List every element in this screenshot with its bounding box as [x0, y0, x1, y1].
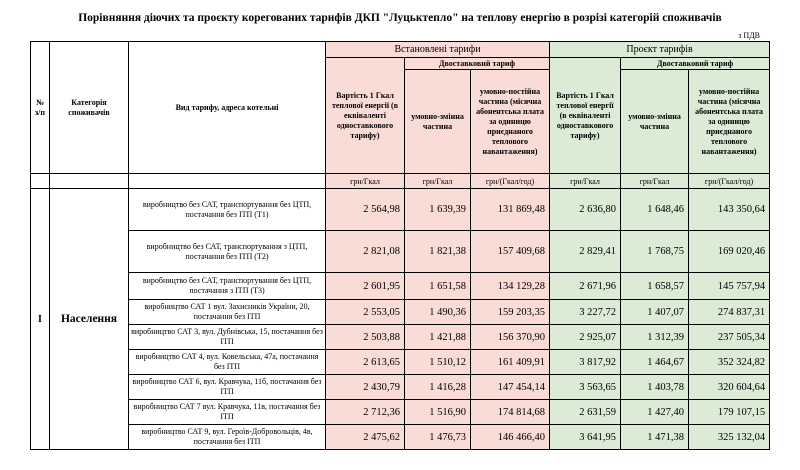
header-project-variable: умовно-змінна частина — [621, 70, 689, 174]
project-variable: 1 427,40 — [621, 400, 689, 425]
unit-established-single: грн/Гкал — [326, 174, 405, 189]
established-fixed: 134 129,28 — [471, 273, 550, 300]
units-empty-num — [31, 174, 50, 189]
row-label: виробництво без САТ, транспортування без ЦТП, постачання з ІТП (Т3) — [129, 273, 326, 300]
header-established-variable: умовно-змінна частина — [405, 70, 471, 174]
table-row — [31, 300, 770, 325]
project-variable: 1 312,39 — [621, 325, 689, 350]
table-row — [31, 189, 770, 231]
project-fixed: 320 604,64 — [689, 375, 770, 400]
established-single-cost: 2 613,65 — [326, 350, 405, 375]
established-variable: 1 651,58 — [405, 273, 471, 300]
unit-project-fixed: грн/(Гкал/год) — [689, 174, 770, 189]
project-variable: 1 648,46 — [621, 189, 689, 231]
header-established-fixed: умовно-постійна частина (місячна абонентська плата за одиницю приєднаного теплового навантаження) — [471, 70, 550, 174]
project-variable: 1 464,67 — [621, 350, 689, 375]
units-empty-type — [129, 174, 326, 189]
established-fixed: 146 466,40 — [471, 425, 550, 450]
established-single-cost: 2 821,08 — [326, 231, 405, 273]
established-variable: 1 476,73 — [405, 425, 471, 450]
established-fixed: 157 409,68 — [471, 231, 550, 273]
row-label: виробництво САТ 6, вул. Кравчука, 11б, постачання без ІТП — [129, 375, 326, 400]
project-fixed: 352 324,82 — [689, 350, 770, 375]
project-fixed: 179 107,15 — [689, 400, 770, 425]
established-fixed: 131 869,48 — [471, 189, 550, 231]
established-variable: 1 639,39 — [405, 189, 471, 231]
header-established-two-part: Двоставковий тариф — [405, 58, 550, 70]
established-variable: 1 416,28 — [405, 375, 471, 400]
header-project: Проєкт тарифів — [550, 42, 770, 58]
established-variable: 1 490,36 — [405, 300, 471, 325]
project-single-cost: 3 641,95 — [550, 425, 621, 450]
established-single-cost: 2 475,62 — [326, 425, 405, 450]
group-name: Населення — [50, 189, 129, 450]
established-single-cost: 2 503,88 — [326, 325, 405, 350]
unit-established-fixed: грн/(Гкал/год) — [471, 174, 550, 189]
established-fixed: 174 814,68 — [471, 400, 550, 425]
project-variable: 1 403,78 — [621, 375, 689, 400]
established-variable: 1 421,88 — [405, 325, 471, 350]
project-single-cost: 2 636,80 — [550, 189, 621, 231]
established-single-cost: 2 553,05 — [326, 300, 405, 325]
established-single-cost: 2 430,79 — [326, 375, 405, 400]
tariff-table — [30, 41, 770, 450]
row-label: виробництво САТ 3, вул. Дубнівська, 15, постачання без ІТП — [129, 325, 326, 350]
row-label: виробництво САТ 1 вул. Захисників України, 20, постачання без ІТП — [129, 300, 326, 325]
established-single-cost: 2 712,36 — [326, 400, 405, 425]
project-variable: 1 471,38 — [621, 425, 689, 450]
project-single-cost: 2 925,07 — [550, 325, 621, 350]
row-label: виробництво САТ 4, вул. Ковельська, 47а, постачання без ІТП — [129, 350, 326, 375]
table-row — [31, 231, 770, 273]
established-fixed: 161 409,91 — [471, 350, 550, 375]
project-single-cost: 2 829,41 — [550, 231, 621, 273]
established-fixed: 156 370,90 — [471, 325, 550, 350]
project-single-cost: 3 227,72 — [550, 300, 621, 325]
table-row — [31, 425, 770, 450]
row-label: виробництво без САТ, транспортування без ЦТП, постачання без ІТП (Т1) — [129, 189, 326, 231]
project-fixed: 274 837,31 — [689, 300, 770, 325]
established-fixed: 147 454,14 — [471, 375, 550, 400]
project-fixed: 145 757,94 — [689, 273, 770, 300]
header-established: Встановлені тарифи — [326, 42, 550, 58]
vat-note: з ПДВ — [738, 31, 760, 40]
unit-project-variable: грн/Гкал — [621, 174, 689, 189]
page-title: Порівняння діючих та проєкту корегованих тарифів ДКП "Луцьктепло" на теплову енергію в розрізі категорій споживачів — [78, 12, 722, 24]
header-num: № з/п — [31, 42, 50, 174]
project-single-cost: 2 671,96 — [550, 273, 621, 300]
group-number: І — [31, 189, 50, 450]
row-label: виробництво без САТ, транспортування з ЦТП, постачання без ІТП (Т2) — [129, 231, 326, 273]
established-variable: 1 510,12 — [405, 350, 471, 375]
project-fixed: 143 350,64 — [689, 189, 770, 231]
header-tariff-type: Вид тарифу, адреса котельні — [129, 42, 326, 174]
unit-project-single: грн/Гкал — [550, 174, 621, 189]
project-single-cost: 3 817,92 — [550, 350, 621, 375]
table-row — [31, 325, 770, 350]
header-project-fixed: умовно-постійна частина (місячна абонентська плата за одиницю приєднаного теплового навантаження) — [689, 70, 770, 174]
established-variable: 1 821,38 — [405, 231, 471, 273]
table-row — [31, 400, 770, 425]
project-single-cost: 2 631,59 — [550, 400, 621, 425]
project-variable: 1 407,07 — [621, 300, 689, 325]
project-single-cost: 3 563,65 — [550, 375, 621, 400]
header-project-single-cost: Вартість 1 Гкал теплової енергії (в еквіваленті одноставкового тарифу) — [550, 58, 621, 174]
table-row — [31, 273, 770, 300]
table-row — [31, 350, 770, 375]
project-variable: 1 658,57 — [621, 273, 689, 300]
established-single-cost: 2 601,95 — [326, 273, 405, 300]
project-fixed: 237 505,34 — [689, 325, 770, 350]
established-variable: 1 516,90 — [405, 400, 471, 425]
established-single-cost: 2 564,98 — [326, 189, 405, 231]
row-label: виробництво САТ 9, вул. Героїв-Добровольців, 4в, постачання без ІТП — [129, 425, 326, 450]
header-established-single-cost: Вартість 1 Гкал теплової енергії (в еквіваленті одноставкового тарифу) — [326, 58, 405, 174]
table-row — [31, 375, 770, 400]
units-empty-category — [50, 174, 129, 189]
row-label: виробництво САТ 7 вул. Кравчука, 11в, постачання без ІТП — [129, 400, 326, 425]
established-fixed: 159 203,35 — [471, 300, 550, 325]
project-variable: 1 768,75 — [621, 231, 689, 273]
project-fixed: 169 020,46 — [689, 231, 770, 273]
header-project-two-part: Двоставковий тариф — [621, 58, 770, 70]
project-fixed: 325 132,04 — [689, 425, 770, 450]
header-category: Категорія споживачів — [50, 42, 129, 174]
unit-established-variable: грн/Гкал — [405, 174, 471, 189]
